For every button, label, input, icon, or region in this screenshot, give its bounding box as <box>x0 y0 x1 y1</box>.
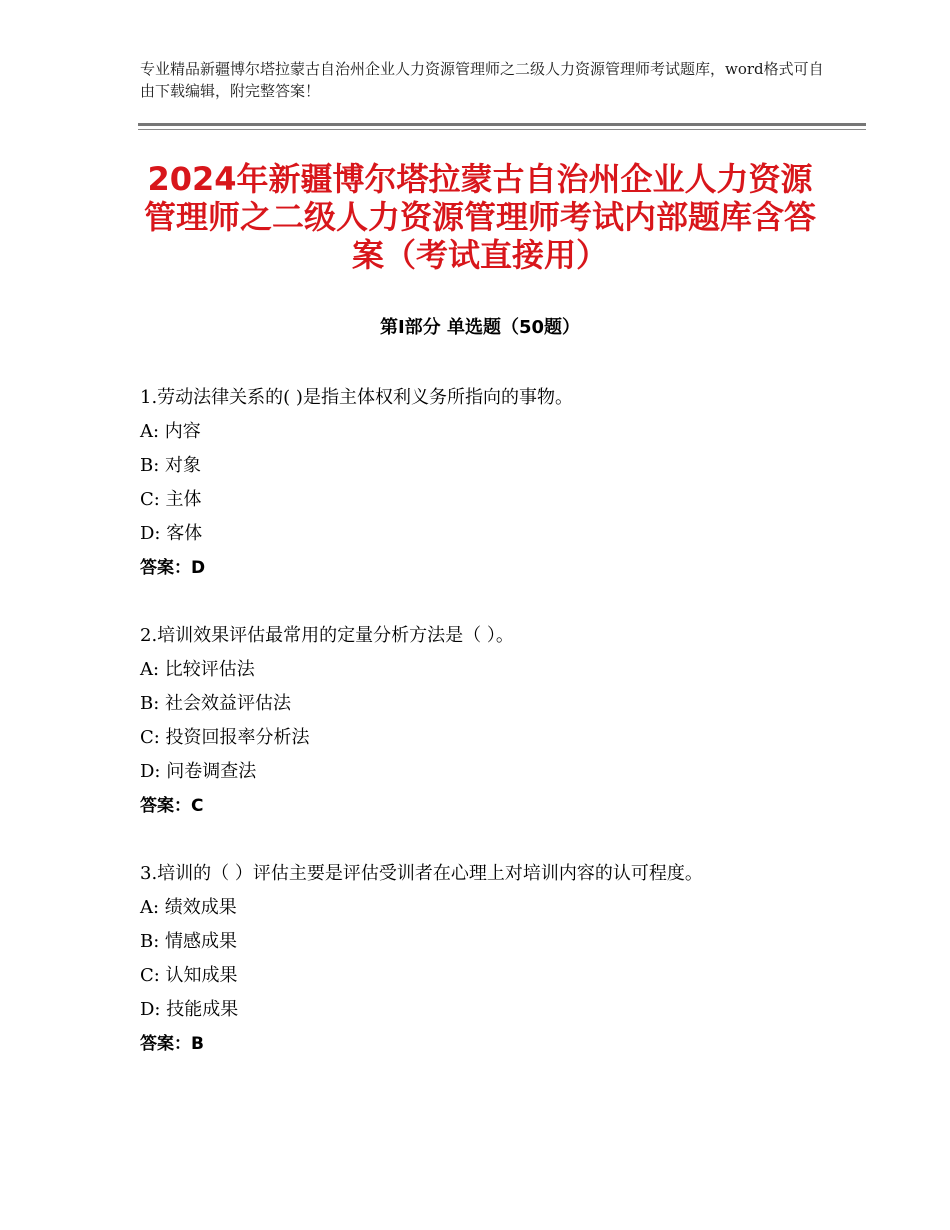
option-b: B: 情感成果 <box>140 931 238 952</box>
question-item <box>140 619 820 823</box>
question-item <box>140 857 820 1061</box>
option-d: D: 问卷调查法 <box>140 761 257 782</box>
header-rule-thin <box>138 129 866 130</box>
question-stem: 2.培训效果评估最常用的定量分析方法是（ ）。 <box>140 625 514 646</box>
section-heading: 第Ⅰ部分 单选题（50题） <box>379 317 580 338</box>
header-note: 专业精品新疆博尔塔拉蒙古自治州企业人力资源管理师之二级人力资源管理师考试题库，word格式可自由下载编辑，附完整答案！ <box>140 60 824 100</box>
answer-line: 答案：B <box>140 1034 204 1054</box>
option-c: C: 投资回报率分析法 <box>140 727 310 748</box>
option-a: A: 绩效成果 <box>140 897 237 918</box>
document-title: 2024年新疆博尔塔拉蒙古自治州企业人力资源管理师之二级人力资源管理师考试内部题库含答案（考试直接用） <box>143 160 816 274</box>
question-stem: 1.劳动法律关系的( )是指主体权利义务所指向的事物。 <box>140 387 573 408</box>
header-rule-thick <box>138 123 866 126</box>
question-item <box>140 381 820 585</box>
answer-line: 答案：C <box>140 796 204 816</box>
option-b: B: 社会效益评估法 <box>140 693 292 714</box>
answer-line: 答案：D <box>140 558 206 578</box>
option-c: C: 主体 <box>140 489 202 510</box>
option-a: A: 比较评估法 <box>140 659 255 680</box>
question-stem: 3.培训的（ ）评估主要是评估受训者在心理上对培训内容的认可程度。 <box>140 863 703 884</box>
option-b: B: 对象 <box>140 455 202 476</box>
option-d: D: 客体 <box>140 523 203 544</box>
option-c: C: 认知成果 <box>140 965 238 986</box>
option-a: A: 内容 <box>140 421 201 442</box>
option-d: D: 技能成果 <box>140 999 239 1020</box>
question-list <box>140 381 820 1095</box>
